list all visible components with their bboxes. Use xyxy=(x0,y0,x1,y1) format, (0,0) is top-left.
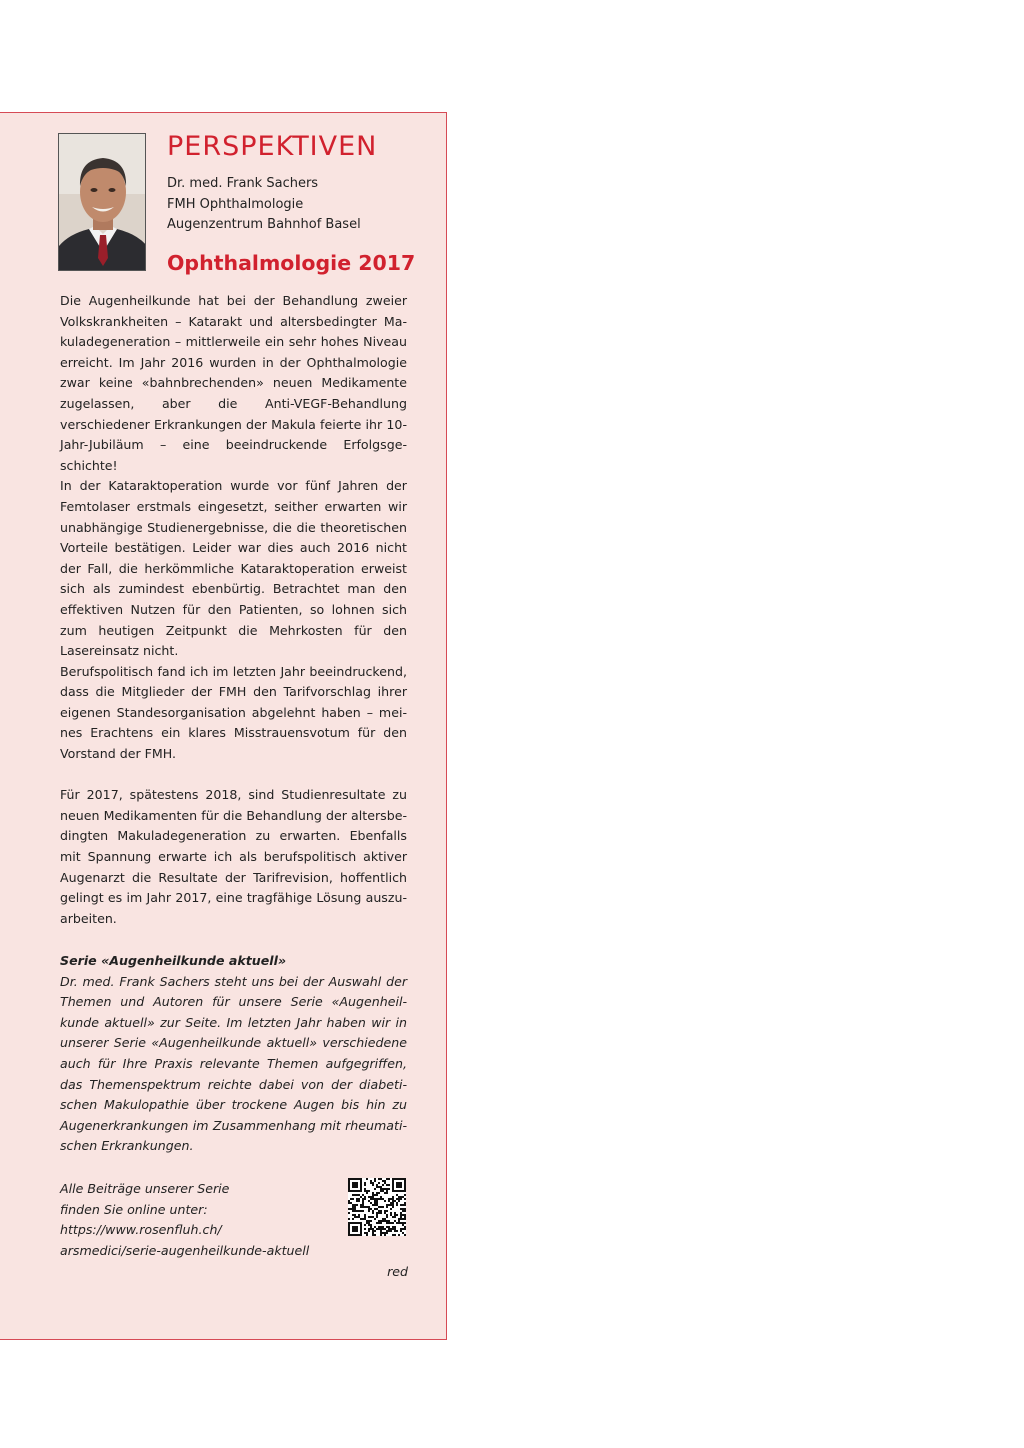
online-link[interactable]: https://www.rosenfluh.ch/ xyxy=(60,1222,222,1238)
article-paragraph: Für 2017, spätestens 2018, sind Studienresultate zu neuen Medikamenten für die Behandlung der altersbedingten Makuladegeneration zu erwarten. Ebenfalls mit Spannung erwarte ich als berufspolitisch aktiver Augenarzt die Resultate der Tarifrevision, hoffentlich gelingt es im Jahr 2017, eine tragfähige Lösung auszuarbeiten. xyxy=(60,787,407,926)
article-paragraph: In der Kataraktoperation wurde vor fünf Jahren der Femtolaser erstmals eingesetzt, seither erwarten wir unabhängige Studienergebnisse, die die theoretischen Vorteile bestätigen. Leider war dies auch 2016 nicht der Fall, die herkömmliche Kataraktoperation erweist sich als zumindest ebenbürtig. Betrachtet man den effektiven Nutzen für den Patienten, so lohnen sich zum heutigen Zeitpunkt die Mehrkosten für den Lasereinsatz nicht. xyxy=(60,478,407,659)
author-title: FMH Ophthalmologie xyxy=(167,196,304,212)
section-brand: PERSPEKTIVEN xyxy=(167,131,378,162)
article-title: Ophthalmologie 2017 xyxy=(167,251,416,275)
series-note xyxy=(60,951,407,1157)
portrait-drawing xyxy=(59,134,146,271)
author-affiliation: Augenzentrum Bahnhof Basel xyxy=(167,217,361,232)
author-name: Dr. med. Frank Sachers xyxy=(167,176,319,191)
series-text: Dr. med. Frank Sachers steht uns bei der Auswahl der Themen und Autoren für unsere Serie «Augenheilkunde aktuell» zur Seite. Im letzten Jahr haben wir in unserer Serie «Augenheilkunde aktuell» verschiedene auch für Ihre Praxis relevante Themen aufgegriffen, das Themenspektrum reichte dabei von der diabetischen Makulopathie über trockene Augen bis hin zu Augenerkrankungen im Zusammenhang mit rheumatischen Erkrankungen. xyxy=(60,973,407,1154)
signature: red xyxy=(387,1264,408,1279)
online-line: finden Sie online unter: xyxy=(60,1201,208,1217)
online-link[interactable]: arsmedici/serie-augenheilkunde-aktuell xyxy=(60,1242,310,1258)
series-heading: Serie «Augenheilkunde aktuell» xyxy=(60,953,287,968)
article-paragraph: Berufspolitisch fand ich im letzten Jahr beeindruckend, dass die Mitglieder der FMH den Tarifvorschlag ihrer eigenen Standesorganisation abgelehnt haben – meines Erachtens ein klares Misstrauensvotum für den Vorstand der FMH. xyxy=(60,663,407,762)
online-line: Alle Beiträge unserer Serie xyxy=(60,1181,230,1196)
article-paragraph: Die Augenheilkunde hat bei der Behandlung zweier Volkskrankheiten – Katarakt und altersbedingter Makuladegeneration – mittlerweile ein sehr hohes Niveau erreicht. Im Jahr 2016 wurden in der Ophthalmologie zwar keine «bahnbrechenden» neuen Medikamente zugelassen, aber die Anti-VEGF-Behandlung verschiedener Erkrankungen der Makula feierte ihr 10-Jahr-Jubiläum – eine beeindruckende Erfolgsgeschichte! xyxy=(60,293,407,473)
qr-code-icon[interactable] xyxy=(348,1178,406,1236)
article-body xyxy=(60,291,407,929)
author-block xyxy=(167,174,361,236)
online-note xyxy=(60,1179,320,1261)
author-portrait xyxy=(58,133,146,271)
qr-code-graphic xyxy=(348,1178,406,1236)
